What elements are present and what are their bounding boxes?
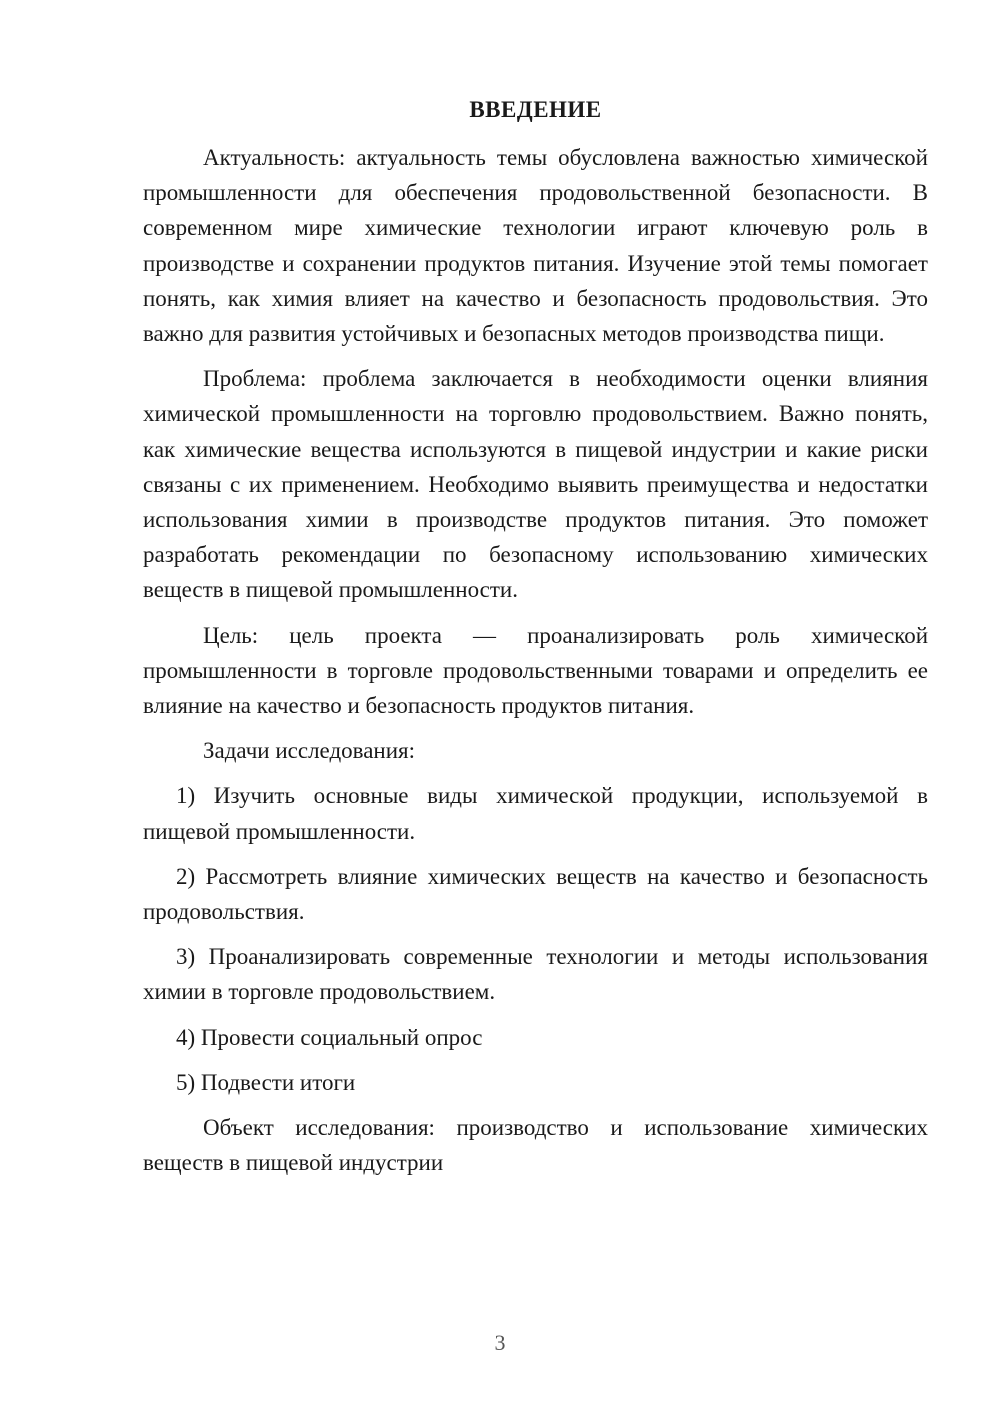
tasks-heading: Задачи исследования: xyxy=(203,738,416,764)
relevance-paragraph: Актуальность: актуальность темы обусловлена важностью химической промышленности для обеспечения продовольственной безопасности. В современном мире химические технологии играют ключевую роль в производстве и сохранении продуктов питания. Изучение этой темы помогает понять, как химия влияет на качество и безопасность продовольствия. Это важно для развития устойчивых и безопасных методов производства пищи. xyxy=(143,145,928,347)
problem-paragraph: Проблема: проблема заключается в необходимости оценки влияния химической промышленности на торговлю продовольствием. Важно понять, как химические вещества используются в пищевой индустрии и какие риски связаны с их применением. Необходимо выявить преимущества и недостатки использования химии в производстве продуктов питания. Это поможет разработать рекомендации по безопасному использованию химических веществ в пищевой промышленности. xyxy=(143,366,928,603)
task-item: 5) Подвести итоги xyxy=(176,1069,356,1095)
goal-paragraph: Цель: цель проекта — проанализировать роль химической промышленности в торговле продовольственными товарами и определить ее влияние на качество и безопасность продуктов питания. xyxy=(143,622,928,719)
page-number: 3 xyxy=(494,1330,506,1355)
tasks-list xyxy=(143,778,928,1100)
task-item: 3) Проанализировать современные технологии и методы использования химии в торговле продовольствием. xyxy=(143,944,928,1005)
object-paragraph: Объект исследования: производство и использование химических веществ в пищевой индустрии xyxy=(143,1115,928,1176)
document-page xyxy=(143,92,928,1190)
task-item: 4) Провести социальный опрос xyxy=(176,1024,483,1050)
page-title: ВВЕДЕНИЕ xyxy=(469,97,602,122)
task-item: 2) Рассмотреть влияние химических веществ на качество и безопасность продовольствия. xyxy=(143,863,928,925)
task-item: 1) Изучить основные виды химической продукции, используемой в пищевой промышленности. xyxy=(143,783,928,844)
